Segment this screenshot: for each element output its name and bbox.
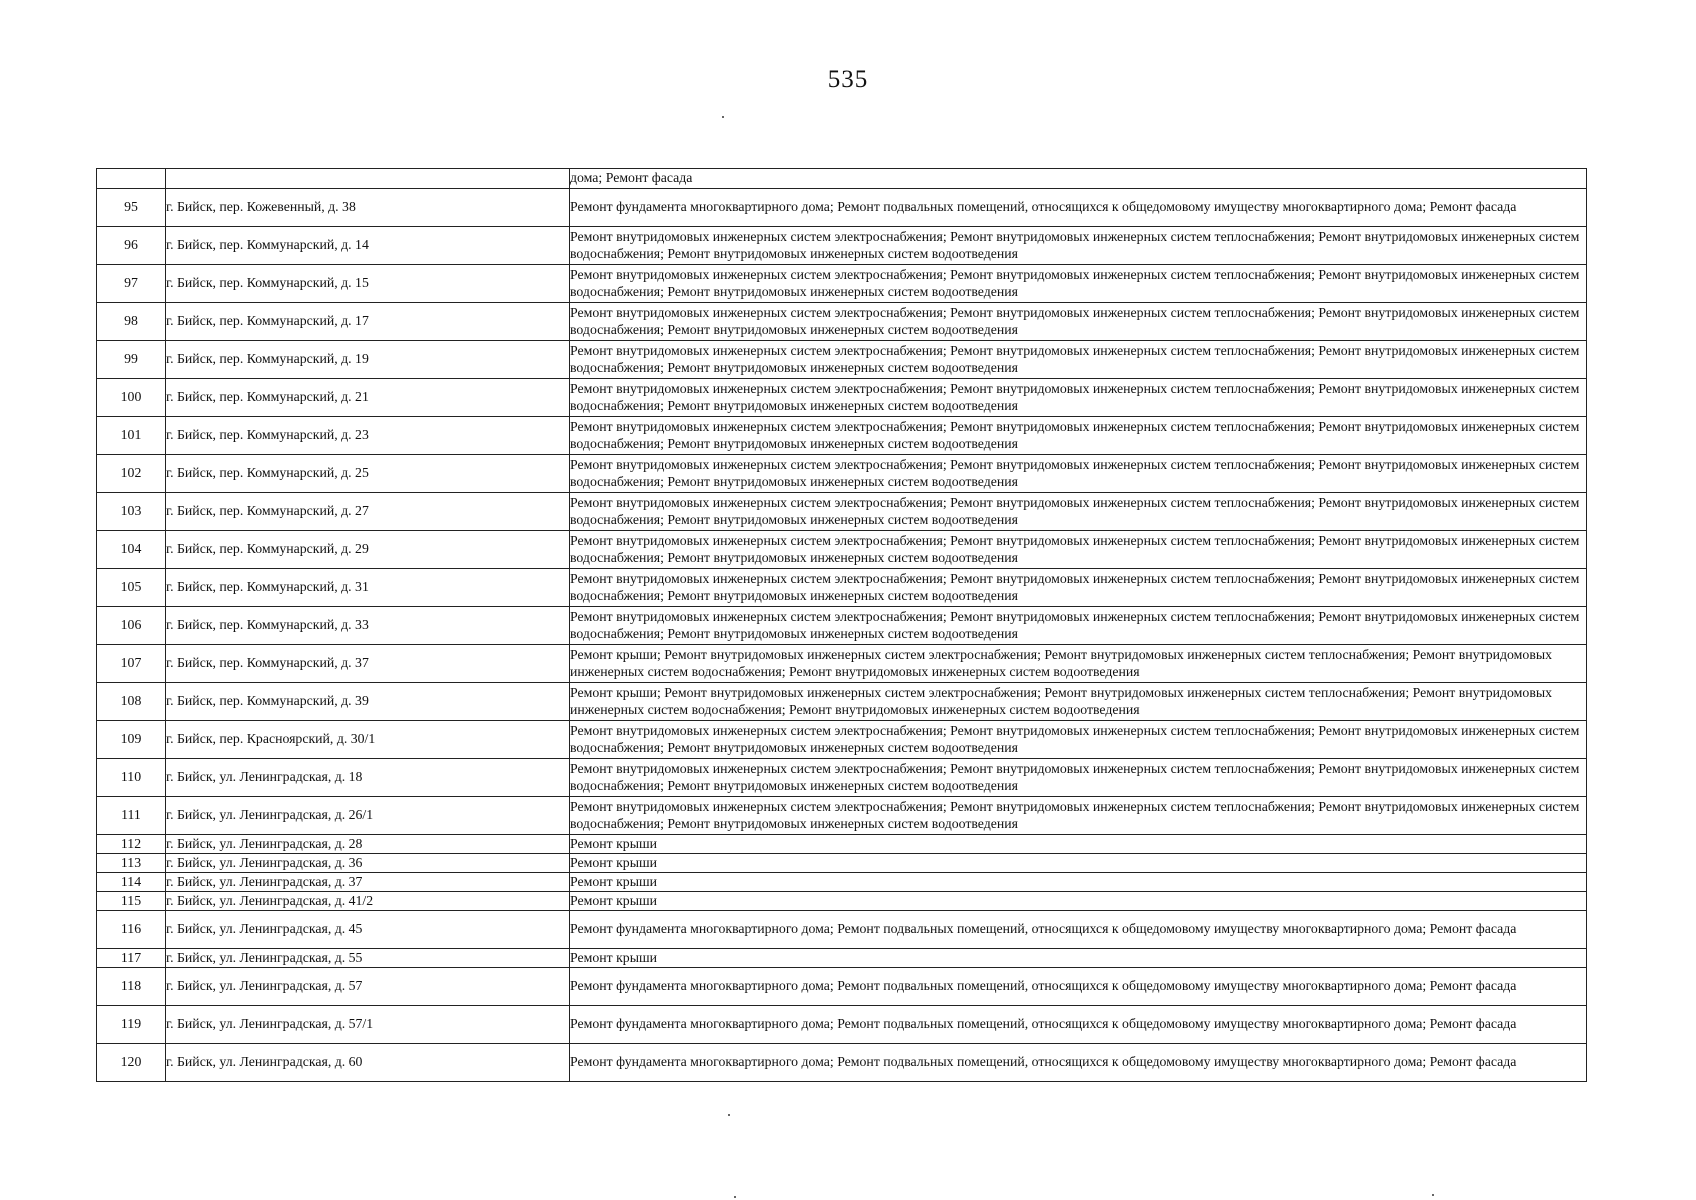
row-number-cell: 119 [97, 1006, 166, 1044]
row-number-cell: 100 [97, 379, 166, 417]
address-cell: г. Бийск, пер. Коммунарский, д. 19 [166, 341, 570, 379]
row-number-cell: 109 [97, 721, 166, 759]
address-cell: г. Бийск, ул. Ленинградская, д. 36 [166, 854, 570, 873]
table-row [97, 892, 1587, 911]
row-number-cell: 99 [97, 341, 166, 379]
address-cell: г. Бийск, пер. Коммунарский, д. 21 [166, 379, 570, 417]
row-number-cell: 116 [97, 911, 166, 949]
works-cell: Ремонт внутридомовых инженерных систем электроснабжения; Ремонт внутридомовых инженерных систем теплоснабжения; Ремонт внутридомовых инженерных систем водоснабжения; Ремонт внутридомовых инженерных систем водоотведения [570, 797, 1587, 835]
works-cell: Ремонт фундамента многоквартирного дома; Ремонт подвальных помещений, относящихся к общедомовому имуществу многоквартирного дома; Ремонт фасада [570, 968, 1587, 1006]
address-cell: г. Бийск, пер. Коммунарский, д. 23 [166, 417, 570, 455]
table-row [97, 797, 1587, 835]
works-cell: Ремонт внутридомовых инженерных систем электроснабжения; Ремонт внутридомовых инженерных систем теплоснабжения; Ремонт внутридомовых инженерных систем водоснабжения; Ремонт внутридомовых инженерных систем водоотведения [570, 227, 1587, 265]
table-row [97, 189, 1587, 227]
table-row [97, 493, 1587, 531]
row-number-cell: 112 [97, 835, 166, 854]
works-cell: Ремонт внутридомовых инженерных систем электроснабжения; Ремонт внутридомовых инженерных систем теплоснабжения; Ремонт внутридомовых инженерных систем водоснабжения; Ремонт внутридомовых инженерных систем водоотведения [570, 265, 1587, 303]
address-cell: г. Бийск, пер. Коммунарский, д. 31 [166, 569, 570, 607]
address-cell: г. Бийск, пер. Коммунарский, д. 25 [166, 455, 570, 493]
works-cell: Ремонт крыши; Ремонт внутридомовых инженерных систем электроснабжения; Ремонт внутридомовых инженерных систем теплоснабжения; Ремонт внутридомовых инженерных систем водоснабжения; Ремонт внутридомовых инженерных систем водоотведения [570, 645, 1587, 683]
table-row [97, 303, 1587, 341]
row-number-cell: 102 [97, 455, 166, 493]
table-row [97, 227, 1587, 265]
works-cell: Ремонт фундамента многоквартирного дома; Ремонт подвальных помещений, относящихся к общедомовому имуществу многоквартирного дома; Ремонт фасада [570, 911, 1587, 949]
row-number-cell [97, 169, 166, 189]
row-number-cell: 104 [97, 531, 166, 569]
address-cell: г. Бийск, пер. Коммунарский, д. 27 [166, 493, 570, 531]
table-row [97, 341, 1587, 379]
table-row [97, 645, 1587, 683]
row-number-cell: 110 [97, 759, 166, 797]
works-cell: Ремонт крыши [570, 854, 1587, 873]
address-cell: г. Бийск, пер. Коммунарский, д. 33 [166, 607, 570, 645]
row-number-cell: 95 [97, 189, 166, 227]
row-number-cell: 101 [97, 417, 166, 455]
address-cell: г. Бийск, ул. Ленинградская, д. 18 [166, 759, 570, 797]
works-cell: Ремонт крыши [570, 892, 1587, 911]
works-cell: Ремонт внутридомовых инженерных систем электроснабжения; Ремонт внутридомовых инженерных систем теплоснабжения; Ремонт внутридомовых инженерных систем водоснабжения; Ремонт внутридомовых инженерных систем водоотведения [570, 493, 1587, 531]
works-cell: Ремонт крыши [570, 835, 1587, 854]
repair-works-table [96, 168, 1587, 1082]
row-number-cell: 103 [97, 493, 166, 531]
row-number-cell: 106 [97, 607, 166, 645]
scan-speck [722, 116, 724, 118]
address-cell: г. Бийск, ул. Ленинградская, д. 57/1 [166, 1006, 570, 1044]
table-row [97, 683, 1587, 721]
works-cell: Ремонт крыши [570, 949, 1587, 968]
table-row [97, 968, 1587, 1006]
address-cell: г. Бийск, ул. Ленинградская, д. 60 [166, 1044, 570, 1082]
table-row [97, 417, 1587, 455]
table-row [97, 949, 1587, 968]
works-cell: Ремонт фундамента многоквартирного дома; Ремонт подвальных помещений, относящихся к общедомовому имуществу многоквартирного дома; Ремонт фасада [570, 1006, 1587, 1044]
address-cell: г. Бийск, ул. Ленинградская, д. 57 [166, 968, 570, 1006]
address-cell: г. Бийск, ул. Ленинградская, д. 55 [166, 949, 570, 968]
works-cell: Ремонт внутридомовых инженерных систем электроснабжения; Ремонт внутридомовых инженерных систем теплоснабжения; Ремонт внутридомовых инженерных систем водоснабжения; Ремонт внутридомовых инженерных систем водоотведения [570, 721, 1587, 759]
address-cell: г. Бийск, пер. Красноярский, д. 30/1 [166, 721, 570, 759]
row-number-cell: 111 [97, 797, 166, 835]
table-row [97, 379, 1587, 417]
scan-speck [728, 1114, 730, 1116]
works-cell: Ремонт внутридомовых инженерных систем электроснабжения; Ремонт внутридомовых инженерных систем теплоснабжения; Ремонт внутридомовых инженерных систем водоснабжения; Ремонт внутридомовых инженерных систем водоотведения [570, 759, 1587, 797]
table-row [97, 873, 1587, 892]
works-cell: дома; Ремонт фасада [570, 169, 1587, 189]
table-row [97, 759, 1587, 797]
row-number-cell: 114 [97, 873, 166, 892]
address-cell: г. Бийск, пер. Коммунарский, д. 15 [166, 265, 570, 303]
address-cell: г. Бийск, пер. Коммунарский, д. 14 [166, 227, 570, 265]
works-cell: Ремонт внутридомовых инженерных систем электроснабжения; Ремонт внутридомовых инженерных систем теплоснабжения; Ремонт внутридомовых инженерных систем водоснабжения; Ремонт внутридомовых инженерных систем водоотведения [570, 341, 1587, 379]
table-row [97, 721, 1587, 759]
table-row [97, 455, 1587, 493]
table-row [97, 531, 1587, 569]
works-cell: Ремонт крыши [570, 873, 1587, 892]
address-cell: г. Бийск, пер. Коммунарский, д. 37 [166, 645, 570, 683]
address-cell [166, 169, 570, 189]
works-cell: Ремонт внутридомовых инженерных систем электроснабжения; Ремонт внутридомовых инженерных систем теплоснабжения; Ремонт внутридомовых инженерных систем водоснабжения; Ремонт внутридомовых инженерных систем водоотведения [570, 569, 1587, 607]
works-cell: Ремонт внутридомовых инженерных систем электроснабжения; Ремонт внутридомовых инженерных систем теплоснабжения; Ремонт внутридомовых инженерных систем водоснабжения; Ремонт внутридомовых инженерных систем водоотведения [570, 607, 1587, 645]
table-row [97, 854, 1587, 873]
address-cell: г. Бийск, ул. Ленинградская, д. 45 [166, 911, 570, 949]
works-cell: Ремонт внутридомовых инженерных систем электроснабжения; Ремонт внутридомовых инженерных систем теплоснабжения; Ремонт внутридомовых инженерных систем водоснабжения; Ремонт внутридомовых инженерных систем водоотведения [570, 531, 1587, 569]
table-row [97, 1044, 1587, 1082]
table-row [97, 607, 1587, 645]
address-cell: г. Бийск, пер. Коммунарский, д. 39 [166, 683, 570, 721]
address-cell: г. Бийск, пер. Кожевенный, д. 38 [166, 189, 570, 227]
scan-speck [1432, 1194, 1434, 1196]
scan-speck [734, 1196, 736, 1198]
row-number-cell: 117 [97, 949, 166, 968]
works-cell: Ремонт крыши; Ремонт внутридомовых инженерных систем электроснабжения; Ремонт внутридомовых инженерных систем теплоснабжения; Ремонт внутридомовых инженерных систем водоснабжения; Ремонт внутридомовых инженерных систем водоотведения [570, 683, 1587, 721]
table-body [97, 169, 1587, 1082]
address-cell: г. Бийск, пер. Коммунарский, д. 17 [166, 303, 570, 341]
table-row [97, 569, 1587, 607]
row-number-cell: 120 [97, 1044, 166, 1082]
address-cell: г. Бийск, ул. Ленинградская, д. 37 [166, 873, 570, 892]
row-number-cell: 113 [97, 854, 166, 873]
row-number-cell: 118 [97, 968, 166, 1006]
row-number-cell: 98 [97, 303, 166, 341]
page-number: 535 [827, 66, 869, 93]
table-row [97, 265, 1587, 303]
row-number-cell: 105 [97, 569, 166, 607]
row-number-cell: 108 [97, 683, 166, 721]
address-cell: г. Бийск, ул. Ленинградская, д. 41/2 [166, 892, 570, 911]
table-row [97, 835, 1587, 854]
works-cell: Ремонт фундамента многоквартирного дома; Ремонт подвальных помещений, относящихся к общедомовому имуществу многоквартирного дома; Ремонт фасада [570, 1044, 1587, 1082]
works-cell: Ремонт фундамента многоквартирного дома; Ремонт подвальных помещений, относящихся к общедомовому имуществу многоквартирного дома; Ремонт фасада [570, 189, 1587, 227]
works-cell: Ремонт внутридомовых инженерных систем электроснабжения; Ремонт внутридомовых инженерных систем теплоснабжения; Ремонт внутридомовых инженерных систем водоснабжения; Ремонт внутридомовых инженерных систем водоотведения [570, 417, 1587, 455]
address-cell: г. Бийск, ул. Ленинградская, д. 26/1 [166, 797, 570, 835]
row-number-cell: 107 [97, 645, 166, 683]
works-cell: Ремонт внутридомовых инженерных систем электроснабжения; Ремонт внутридомовых инженерных систем теплоснабжения; Ремонт внутридомовых инженерных систем водоснабжения; Ремонт внутридомовых инженерных систем водоотведения [570, 455, 1587, 493]
table-row [97, 911, 1587, 949]
row-number-cell: 97 [97, 265, 166, 303]
works-cell: Ремонт внутридомовых инженерных систем электроснабжения; Ремонт внутридомовых инженерных систем теплоснабжения; Ремонт внутридомовых инженерных систем водоснабжения; Ремонт внутридомовых инженерных систем водоотведения [570, 303, 1587, 341]
table-row-continued [97, 169, 1587, 189]
table-row [97, 1006, 1587, 1044]
works-cell: Ремонт внутридомовых инженерных систем электроснабжения; Ремонт внутридомовых инженерных систем теплоснабжения; Ремонт внутридомовых инженерных систем водоснабжения; Ремонт внутридомовых инженерных систем водоотведения [570, 379, 1587, 417]
address-cell: г. Бийск, пер. Коммунарский, д. 29 [166, 531, 570, 569]
address-cell: г. Бийск, ул. Ленинградская, д. 28 [166, 835, 570, 854]
row-number-cell: 96 [97, 227, 166, 265]
row-number-cell: 115 [97, 892, 166, 911]
